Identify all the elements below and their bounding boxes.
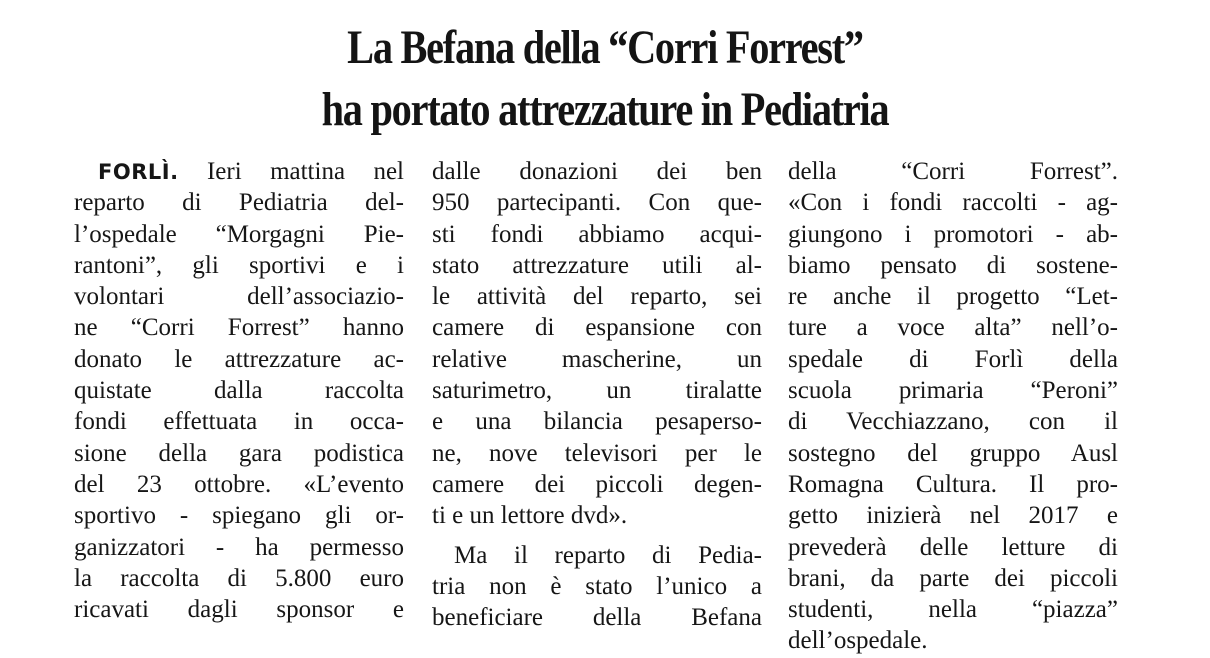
dateline: FORLÌ. <box>98 160 179 184</box>
text-line: «Con i fondi raccolti - ag- <box>788 189 1118 217</box>
text-line: sti fondi abbiamo acqui- <box>432 220 762 248</box>
text-line: brani, da parte dei piccoli <box>788 564 1118 592</box>
text-line: sportivo - spiegano gli or- <box>74 502 404 530</box>
text-line: giungono i promotori - ab- <box>788 220 1118 248</box>
text-line: studenti, nella “piazza” <box>788 596 1118 624</box>
text-line: quistate dalla raccolta <box>74 377 404 405</box>
text-line: della “Corri Forrest”. <box>788 158 1118 185</box>
text-line: spedale di Forlì della <box>788 345 1118 373</box>
text-line: relative mascherine, un <box>432 345 762 373</box>
text-line: scuola primaria “Peroni” <box>788 377 1118 405</box>
text-line: sostegno del gruppo Ausl <box>788 439 1118 467</box>
text-line: camere di espansione con <box>432 314 762 342</box>
text-line: le attività del reparto, sei <box>432 283 762 311</box>
text-line: Romagna Cultura. Il pro- <box>788 470 1118 498</box>
text-line: 950 partecipanti. Con que- <box>432 189 762 217</box>
text-line: ne “Corri Forrest” hanno <box>74 314 404 342</box>
text-line: dell’ospedale. <box>788 627 928 655</box>
text-line: re anche il progetto “Let- <box>788 283 1118 311</box>
article-column-2 <box>432 156 762 633</box>
text-line: donato le attrezzature ac- <box>74 345 404 373</box>
text-line: getto inizierà nel 2017 e <box>788 502 1118 530</box>
text-line: ganizzatori - ha permesso <box>74 533 404 561</box>
text-line: ture a voce alta” nell’o- <box>788 314 1118 342</box>
text-line: reparto di Pediatria del- <box>74 189 404 217</box>
headline-line-2: ha portato attrezzature in Pediatria <box>321 83 889 136</box>
article-column-1 <box>74 156 404 625</box>
text-line: volontari dell’associazio- <box>74 283 404 311</box>
text-line: saturimetro, un tiralatte <box>432 377 762 405</box>
paragraph-gap <box>432 532 762 540</box>
text-line: di Vecchiazzano, con il <box>788 408 1118 436</box>
text-line: beneficiare della Befana <box>432 604 762 632</box>
text-line: prevederà delle letture di <box>788 533 1118 561</box>
text-line: del 23 ottobre. «L’evento <box>74 470 404 498</box>
text-line: ricavati dagli sponsor e <box>74 596 404 624</box>
text-line <box>74 156 404 187</box>
text-line: fondi effettuata in occa- <box>74 408 404 436</box>
text-line: ne, nove televisori per le <box>432 439 762 467</box>
text-line: l’ospedale “Morgagni Pie- <box>74 220 404 248</box>
text-line: ti e un lettore dvd». <box>432 502 628 530</box>
text-line: rantoni”, gli sportivi e i <box>74 251 404 279</box>
text-line: sione della gara podistica <box>74 439 404 467</box>
text-line: camere dei piccoli degen- <box>432 470 762 498</box>
text-line: la raccolta di 5.800 euro <box>74 564 404 592</box>
text-line: tria non è stato l’unico a <box>432 572 762 600</box>
text-line: dalle donazioni dei ben <box>432 158 762 185</box>
text-line: e una bilancia pesaperso- <box>432 408 762 436</box>
headline-line-1: La Befana della “Corri Forrest” <box>347 21 863 74</box>
text-line: Ma il reparto di Pedia- <box>454 541 762 569</box>
text-line: biamo pensato di sostene- <box>788 251 1118 279</box>
text-line-content: Ieri mattina nel <box>206 158 405 185</box>
article-column-3 <box>788 156 1118 657</box>
text-line: stato attrezzature utili al- <box>432 251 762 279</box>
